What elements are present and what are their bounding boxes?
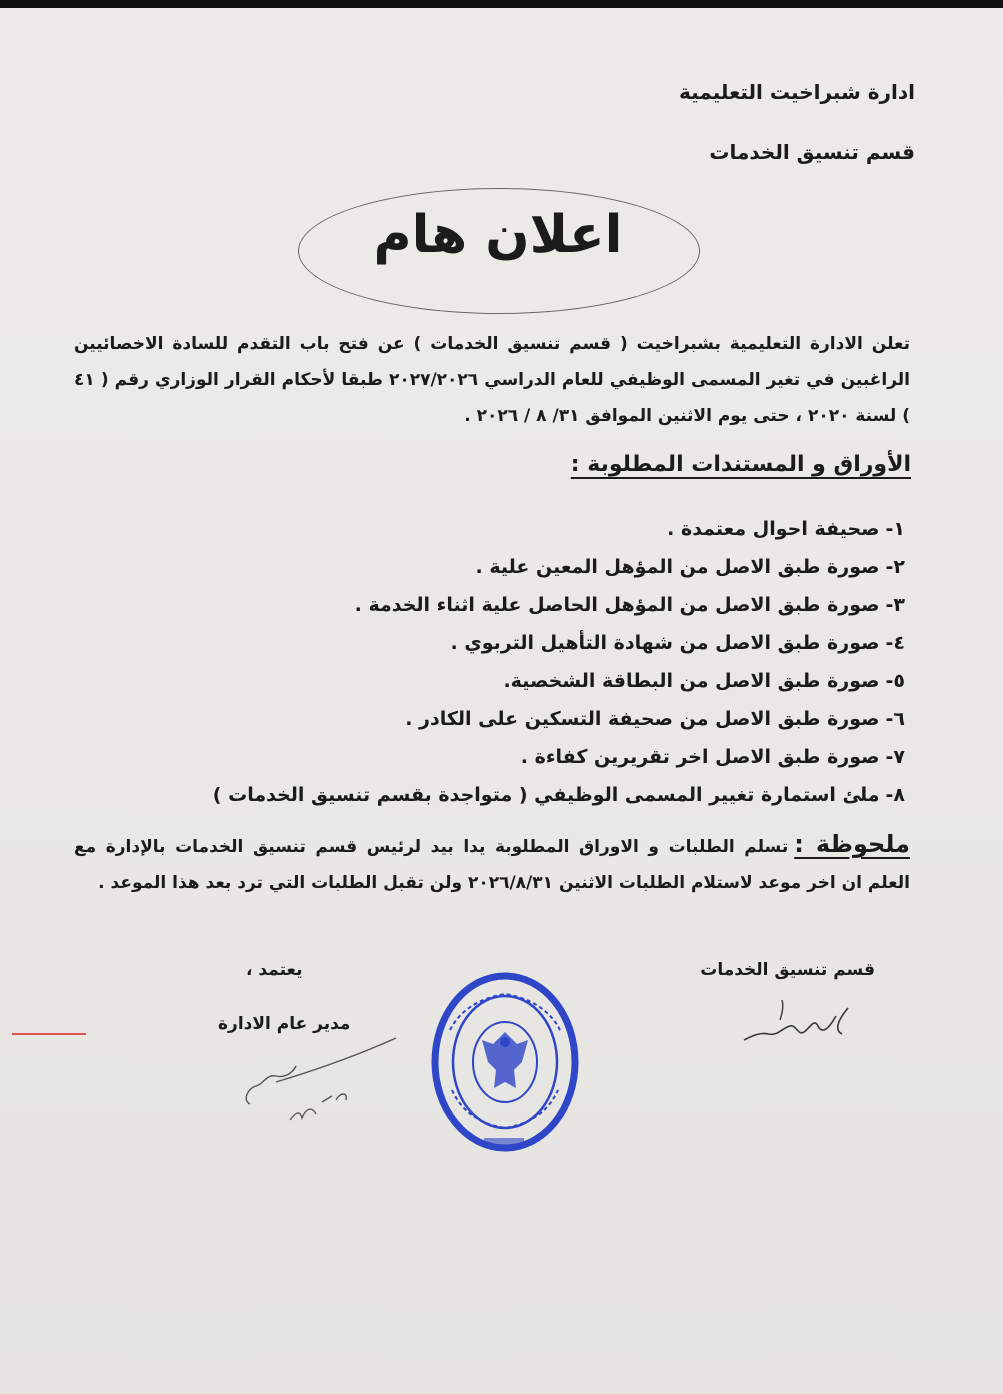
top-border bbox=[0, 0, 1003, 8]
item-number: ٣- bbox=[885, 594, 905, 616]
item-text: صحيفة احوال معتمدة . bbox=[667, 518, 880, 540]
list-item bbox=[145, 586, 905, 624]
note-paragraph bbox=[74, 826, 910, 901]
list-item bbox=[145, 624, 905, 662]
list-item bbox=[145, 700, 905, 738]
item-number: ٨- bbox=[885, 784, 905, 806]
organization-name: ادارة شبراخيت التعليمية bbox=[679, 80, 915, 104]
department-name: قسم تنسيق الخدمات bbox=[709, 140, 915, 164]
note-label: ملحوظة : bbox=[794, 830, 910, 858]
director-signature bbox=[236, 1030, 406, 1130]
red-mark bbox=[12, 1033, 86, 1035]
list-item bbox=[145, 776, 905, 814]
item-text: صورة طبق الاصل من المؤهل المعين علية . bbox=[475, 556, 880, 578]
item-number: ٦- bbox=[885, 708, 905, 730]
list-item bbox=[145, 510, 905, 548]
item-text: صورة طبق الاصل من صحيفة التسكين على الكادر . bbox=[405, 708, 880, 730]
list-item bbox=[145, 738, 905, 776]
item-text: صورة طبق الاصل اخر تقريرين كفاءة . bbox=[520, 746, 880, 768]
announcement-title: اعلان هام bbox=[373, 205, 623, 265]
note-text: تسلم الطلبات و الاوراق المطلوبة يدا بيد لرئيس قسم تنسيق الخدمات بالإدارة مع العلم ان اخر موعد لاستلام الطلبات الاثنين ٢٠٢٦/٨/٣١ ولن تقبل الطلبات التي ترد بعد هذا الموعد . bbox=[74, 837, 910, 893]
list-item bbox=[145, 548, 905, 586]
item-text: ملئ استمارة تغيير المسمى الوظيفي ( متواجدة بقسم تنسيق الخدمات ) bbox=[212, 784, 880, 806]
requirements-list bbox=[145, 510, 905, 814]
department-signature-label: قسم تنسيق الخدمات bbox=[700, 960, 875, 980]
item-text: صورة طبق الاصل من شهادة التأهيل التربوي . bbox=[450, 632, 880, 654]
department-head-signature bbox=[738, 990, 858, 1050]
list-item bbox=[145, 662, 905, 700]
approval-label: يعتمد ، bbox=[246, 960, 303, 980]
item-number: ٧- bbox=[885, 746, 905, 768]
item-number: ٢- bbox=[885, 556, 905, 578]
requirements-heading: الأوراق و المستندات المطلوبة : bbox=[570, 452, 911, 477]
item-text: صورة طبق الاصل من المؤهل الحاصل علية اثناء الخدمة . bbox=[354, 594, 880, 616]
item-number: ٤- bbox=[885, 632, 905, 654]
director-label: مدير عام الادارة bbox=[218, 1014, 351, 1034]
item-number: ٥- bbox=[885, 670, 905, 692]
official-stamp bbox=[430, 970, 580, 1160]
item-number: ١- bbox=[885, 518, 905, 540]
intro-paragraph: تعلن الادارة التعليمية بشبراخيت ( قسم تنسيق الخدمات ) عن فتح باب التقدم للسادة الاخصائيين الراغبين في تغير المسمى الوظيفي للعام الدراسي ٢٠٢٧/٢٠٢٦ طبقا لأحكام القرار الوزاري رقم ( ٤١ ) لسنة ٢٠٢٠ ، حتى يوم الاثنين الموافق ٣١/ ٨ / ٢٠٢٦ . bbox=[74, 334, 910, 426]
item-text: صورة طبق الاصل من البطاقة الشخصية. bbox=[503, 670, 880, 692]
